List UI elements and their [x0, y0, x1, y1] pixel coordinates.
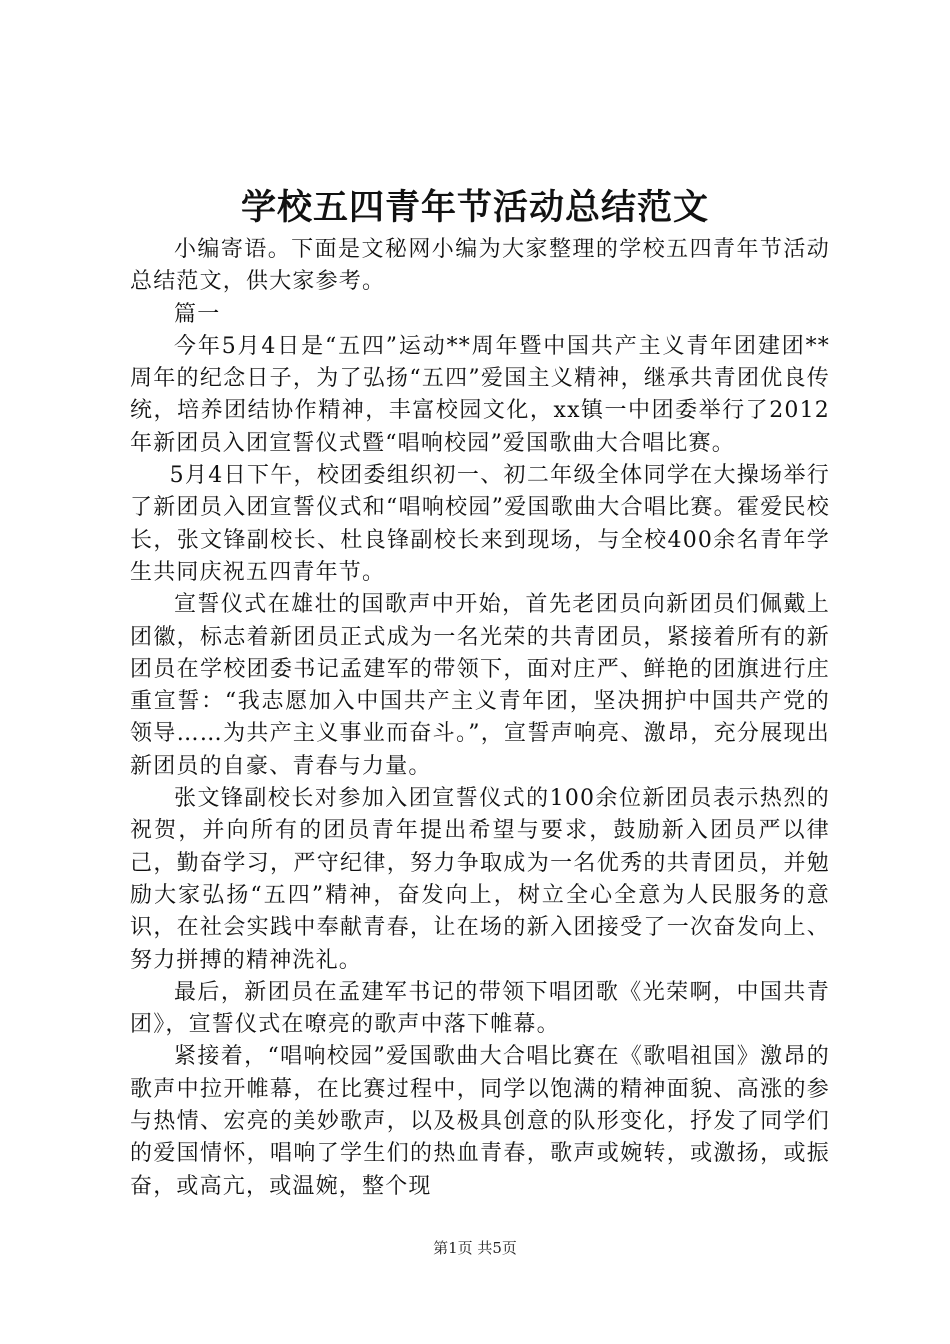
intro-paragraph: 小编寄语。下面是文秘网小编为大家整理的学校五四青年节活动总结范文，供大家参考。	[130, 237, 830, 295]
body-paragraph: 紧接着，“唱响校园”爱国歌曲大合唱比赛在《歌唱祖国》激昂的歌声中拉开帷幕，在比赛过程中，同学以饱满的精神面貌、高涨的参与热情、宏亮的美妙歌声，以及极具创意的队形变化，抒发了同学们的爱国情怀，唱响了学生们的热血青春，歌声或婉转，或激扬，或振奋，或高亢，或温婉，整个现	[130, 1044, 830, 1199]
body-paragraph: 宣誓仪式在雄壮的国歌声中开始，首先老团员向新团员们佩戴上团徽，标志着新团员正式成为一名光荣的共青团员，紧接着所有的新团员在学校团委书记孟建军的带领下，面对庄严、鲜艳的团旗进行庄重宣誓：“我志愿加入中国共产主义青年团，坚决拥护中国共产党的领导……为共产主义事业而奋斗。”，宣誓声响亮、激昂，充分展现出新团员的自豪、青春与力量。	[130, 592, 830, 779]
document-body	[130, 234, 830, 1203]
body-paragraph: 张文锋副校长对参加入团宣誓仪式的100余位新团员表示热烈的祝贺，并向所有的团员青年提出希望与要求，鼓励新入团员严以律己，勤奋学习，严守纪律，努力争取成为一名优秀的共青团员，并勉励大家弘扬“五四”精神，奋发向上，树立全心全意为人民服务的意识，在社会实践中奉献青春，让在场的新入团接受了一次奋发向上、努力拼搏的精神洗礼。	[130, 786, 830, 973]
section-heading: 篇一	[174, 301, 221, 327]
body-paragraph: 最后，新团员在孟建军书记的带领下唱团歌《光荣啊，中国共青团》，宣誓仪式在嘹亮的歌声中落下帷幕。	[130, 979, 830, 1038]
document-title: 学校五四青年节活动总结范文	[240, 187, 709, 228]
body-paragraph: 今年5月4日是“五四”运动**周年暨中国共产主义青年团建团**周年的纪念日子，为了弘扬“五四”爱国主义精神，继承共青团优良传统，培养团结协作精神，丰富校园文化，xx镇一中团委举行了2012年新团员入团宣誓仪式暨“唱响校园”爱国歌曲大合唱比赛。	[130, 333, 830, 456]
body-paragraph: 5月4日下午，校团委组织初一、初二年级全体同学在大操场举行了新团员入团宣誓仪式和“唱响校园”爱国歌曲大合唱比赛。霍爱民校长，张文锋副校长、杜良锋副校长来到现场，与全校400余名青年学生共同庆祝五四青年节。	[130, 463, 830, 585]
page-indicator: 第1页 共5页	[433, 1239, 517, 1257]
